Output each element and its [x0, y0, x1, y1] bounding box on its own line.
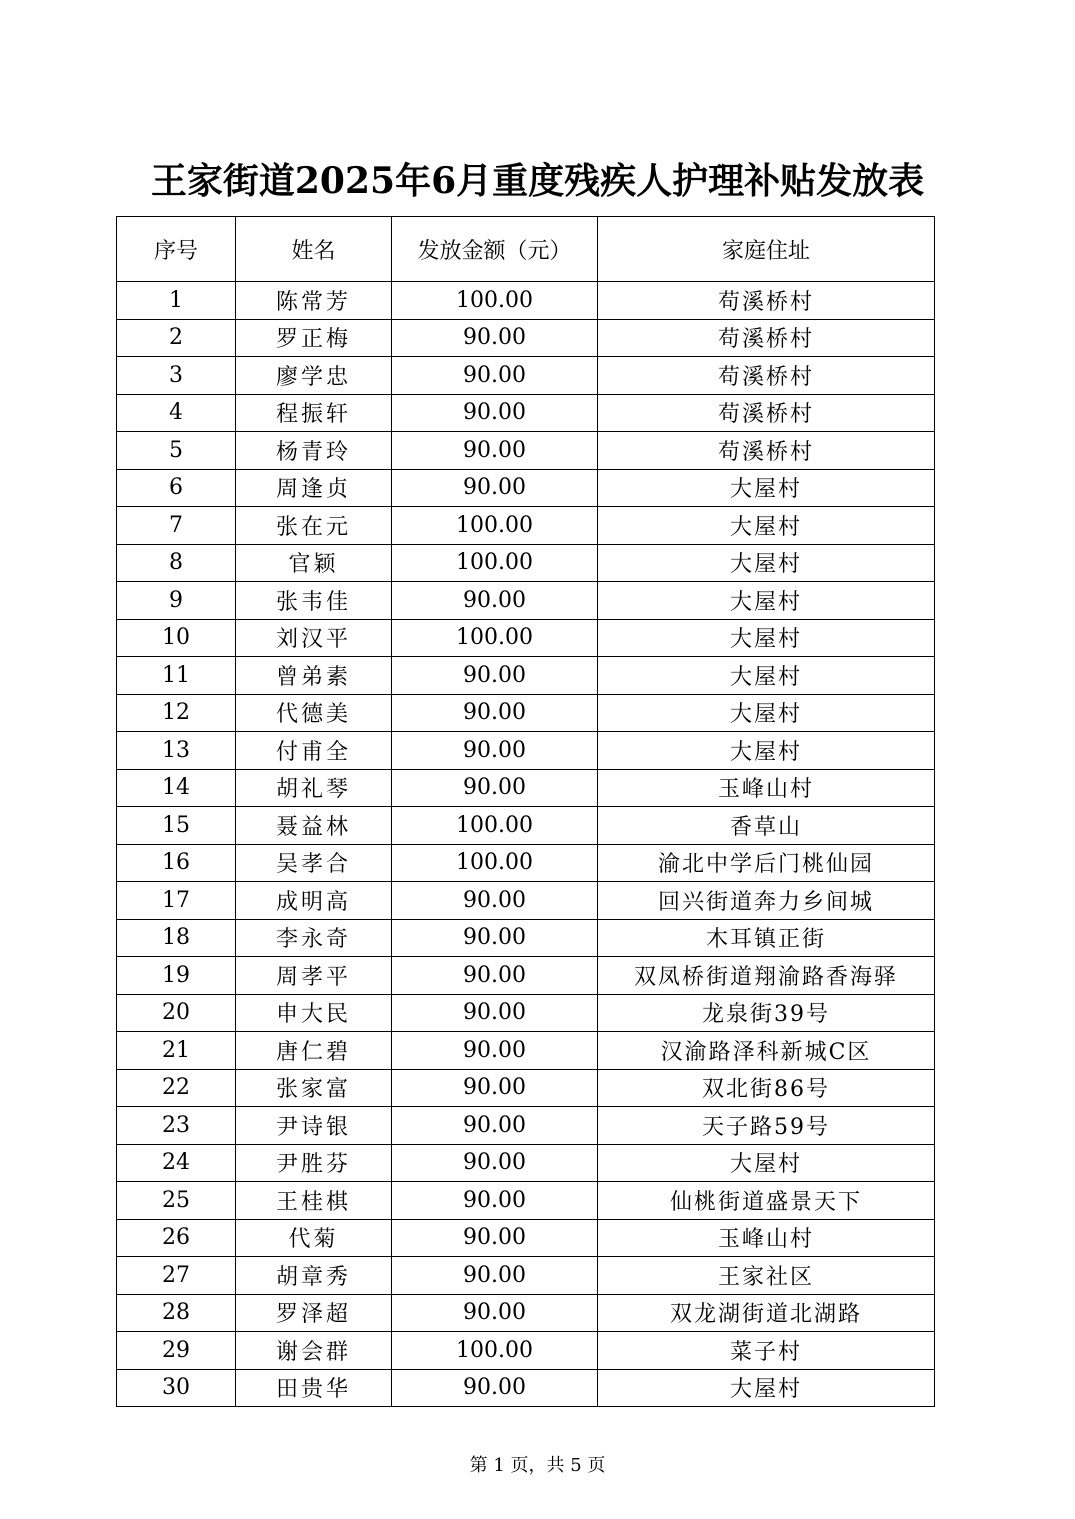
cell-serial-number: 3 — [117, 357, 236, 395]
cell-amount: 90.00 — [392, 694, 598, 732]
table-header-row — [117, 217, 935, 282]
cell-amount: 100.00 — [392, 1332, 598, 1370]
cell-amount: 90.00 — [392, 1369, 598, 1407]
cell-name: 罗正梅 — [236, 319, 392, 357]
header-name: 姓名 — [236, 217, 392, 282]
cell-amount: 100.00 — [392, 507, 598, 545]
table-row — [117, 469, 935, 507]
cell-name: 尹诗银 — [236, 1107, 392, 1145]
cell-serial-number: 13 — [117, 732, 236, 770]
cell-name: 唐仁碧 — [236, 1032, 392, 1070]
table-row — [117, 994, 935, 1032]
table-row — [117, 1069, 935, 1107]
cell-address: 大屋村 — [598, 582, 935, 620]
table-row — [117, 394, 935, 432]
cell-name: 周孝平 — [236, 957, 392, 995]
cell-name: 代德美 — [236, 694, 392, 732]
cell-serial-number: 27 — [117, 1257, 236, 1295]
cell-amount: 90.00 — [392, 319, 598, 357]
cell-amount: 90.00 — [392, 357, 598, 395]
cell-serial-number: 17 — [117, 882, 236, 920]
cell-amount: 100.00 — [392, 282, 598, 320]
cell-amount: 90.00 — [392, 1144, 598, 1182]
cell-address: 回兴街道奔力乡间城 — [598, 882, 935, 920]
cell-name: 成明高 — [236, 882, 392, 920]
table-row — [117, 769, 935, 807]
cell-amount: 90.00 — [392, 1257, 598, 1295]
cell-amount: 100.00 — [392, 844, 598, 882]
cell-name: 胡礼琴 — [236, 769, 392, 807]
table-row — [117, 319, 935, 357]
cell-name: 陈常芳 — [236, 282, 392, 320]
cell-serial-number: 14 — [117, 769, 236, 807]
table-row — [117, 1332, 935, 1370]
cell-serial-number: 9 — [117, 582, 236, 620]
cell-name: 罗泽超 — [236, 1294, 392, 1332]
table-row — [117, 619, 935, 657]
table-row — [117, 1219, 935, 1257]
cell-address: 玉峰山村 — [598, 1219, 935, 1257]
cell-amount: 90.00 — [392, 957, 598, 995]
table-row — [117, 1294, 935, 1332]
header-amount: 发放金额（元） — [392, 217, 598, 282]
header-address: 家庭住址 — [598, 217, 935, 282]
cell-name: 谢会群 — [236, 1332, 392, 1370]
table-row — [117, 844, 935, 882]
cell-serial-number: 4 — [117, 394, 236, 432]
cell-serial-number: 10 — [117, 619, 236, 657]
cell-serial-number: 6 — [117, 469, 236, 507]
table-row — [117, 1182, 935, 1220]
cell-amount: 90.00 — [392, 1182, 598, 1220]
cell-serial-number: 21 — [117, 1032, 236, 1070]
cell-address: 苟溪桥村 — [598, 432, 935, 470]
cell-name: 尹胜芬 — [236, 1144, 392, 1182]
header-serial-number: 序号 — [117, 217, 236, 282]
cell-amount: 90.00 — [392, 469, 598, 507]
table-row — [117, 1369, 935, 1407]
cell-serial-number: 1 — [117, 282, 236, 320]
cell-name: 张韦佳 — [236, 582, 392, 620]
cell-address: 苟溪桥村 — [598, 319, 935, 357]
cell-amount: 90.00 — [392, 769, 598, 807]
cell-serial-number: 19 — [117, 957, 236, 995]
cell-amount: 90.00 — [392, 394, 598, 432]
cell-name: 吴孝合 — [236, 844, 392, 882]
cell-name: 张在元 — [236, 507, 392, 545]
table-row — [117, 1032, 935, 1070]
cell-address: 双凤桥街道翔渝路香海驿 — [598, 957, 935, 995]
table-row — [117, 657, 935, 695]
cell-name: 廖学忠 — [236, 357, 392, 395]
cell-address: 大屋村 — [598, 619, 935, 657]
cell-amount: 100.00 — [392, 619, 598, 657]
cell-amount: 90.00 — [392, 882, 598, 920]
cell-address: 王家社区 — [598, 1257, 935, 1295]
table-row — [117, 882, 935, 920]
cell-serial-number: 18 — [117, 919, 236, 957]
cell-serial-number: 25 — [117, 1182, 236, 1220]
table-row — [117, 432, 935, 470]
cell-address: 苟溪桥村 — [598, 357, 935, 395]
cell-name: 周逢贞 — [236, 469, 392, 507]
cell-name: 聂益林 — [236, 807, 392, 845]
cell-amount: 90.00 — [392, 1069, 598, 1107]
cell-address: 仙桃街道盛景天下 — [598, 1182, 935, 1220]
cell-amount: 90.00 — [392, 1294, 598, 1332]
cell-name: 代菊 — [236, 1219, 392, 1257]
cell-serial-number: 12 — [117, 694, 236, 732]
cell-name: 付甫全 — [236, 732, 392, 770]
cell-name: 曾弟素 — [236, 657, 392, 695]
cell-address: 木耳镇正街 — [598, 919, 935, 957]
cell-address: 大屋村 — [598, 544, 935, 582]
table-row — [117, 582, 935, 620]
cell-amount: 90.00 — [392, 432, 598, 470]
cell-serial-number: 24 — [117, 1144, 236, 1182]
table-row — [117, 507, 935, 545]
cell-address: 双北街86号 — [598, 1069, 935, 1107]
cell-name: 张家富 — [236, 1069, 392, 1107]
cell-serial-number: 23 — [117, 1107, 236, 1145]
cell-address: 大屋村 — [598, 732, 935, 770]
cell-name: 官颖 — [236, 544, 392, 582]
table-row — [117, 919, 935, 957]
cell-serial-number: 28 — [117, 1294, 236, 1332]
cell-address: 大屋村 — [598, 1144, 935, 1182]
cell-address: 苟溪桥村 — [598, 394, 935, 432]
cell-name: 王桂棋 — [236, 1182, 392, 1220]
cell-serial-number: 29 — [117, 1332, 236, 1370]
table-row — [117, 357, 935, 395]
table-row — [117, 694, 935, 732]
cell-name: 刘汉平 — [236, 619, 392, 657]
table-body — [117, 282, 935, 1407]
cell-amount: 90.00 — [392, 919, 598, 957]
cell-serial-number: 26 — [117, 1219, 236, 1257]
table-row — [117, 1257, 935, 1295]
table-row — [117, 1144, 935, 1182]
cell-amount: 90.00 — [392, 994, 598, 1032]
cell-address: 大屋村 — [598, 469, 935, 507]
table-row — [117, 807, 935, 845]
cell-address: 苟溪桥村 — [598, 282, 935, 320]
cell-name: 程振轩 — [236, 394, 392, 432]
cell-address: 玉峰山村 — [598, 769, 935, 807]
table-row — [117, 957, 935, 995]
cell-name: 李永奇 — [236, 919, 392, 957]
cell-serial-number: 2 — [117, 319, 236, 357]
document-title: 王家街道2025年6月重度残疾人护理补贴发放表 — [150, 160, 925, 202]
cell-address: 龙泉街39号 — [598, 994, 935, 1032]
cell-serial-number: 16 — [117, 844, 236, 882]
cell-address: 大屋村 — [598, 1369, 935, 1407]
cell-serial-number: 7 — [117, 507, 236, 545]
cell-amount: 90.00 — [392, 1219, 598, 1257]
cell-address: 渝北中学后门桃仙园 — [598, 844, 935, 882]
cell-serial-number: 15 — [117, 807, 236, 845]
cell-address: 天子路59号 — [598, 1107, 935, 1145]
cell-serial-number: 11 — [117, 657, 236, 695]
cell-address: 汉渝路泽科新城C区 — [598, 1032, 935, 1070]
cell-amount: 90.00 — [392, 1032, 598, 1070]
cell-amount: 100.00 — [392, 544, 598, 582]
table-row — [117, 1107, 935, 1145]
cell-address: 菜子村 — [598, 1332, 935, 1370]
cell-name: 杨青玲 — [236, 432, 392, 470]
cell-serial-number: 5 — [117, 432, 236, 470]
cell-amount: 90.00 — [392, 732, 598, 770]
cell-amount: 100.00 — [392, 807, 598, 845]
cell-address: 双龙湖街道北湖路 — [598, 1294, 935, 1332]
table-row — [117, 282, 935, 320]
cell-name: 田贵华 — [236, 1369, 392, 1407]
table-row — [117, 544, 935, 582]
cell-amount: 90.00 — [392, 1107, 598, 1145]
cell-address: 大屋村 — [598, 694, 935, 732]
table-row — [117, 732, 935, 770]
cell-name: 胡章秀 — [236, 1257, 392, 1295]
cell-serial-number: 8 — [117, 544, 236, 582]
cell-serial-number: 20 — [117, 994, 236, 1032]
cell-amount: 90.00 — [392, 657, 598, 695]
cell-serial-number: 30 — [117, 1369, 236, 1407]
page-footer: 第 1 页，共 5 页 — [469, 1455, 606, 1476]
cell-address: 香草山 — [598, 807, 935, 845]
cell-name: 申大民 — [236, 994, 392, 1032]
cell-amount: 90.00 — [392, 582, 598, 620]
subsidy-table — [116, 216, 935, 1407]
cell-address: 大屋村 — [598, 657, 935, 695]
cell-serial-number: 22 — [117, 1069, 236, 1107]
cell-address: 大屋村 — [598, 507, 935, 545]
